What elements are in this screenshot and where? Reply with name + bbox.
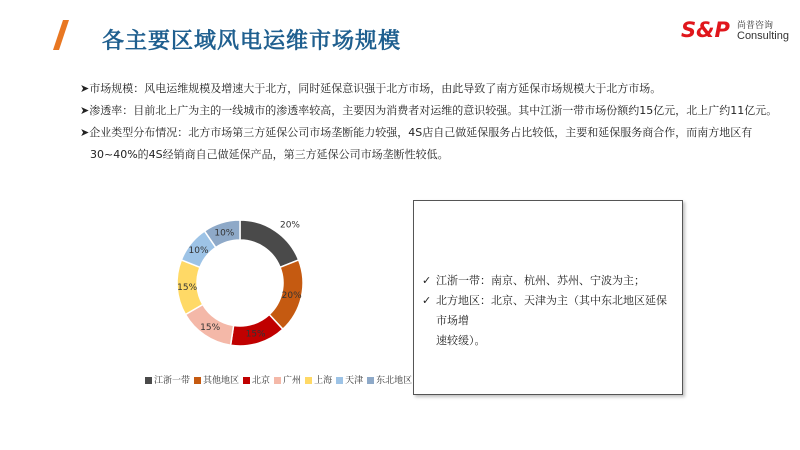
- logo-en: Consulting: [737, 30, 789, 42]
- donut-chart: [140, 205, 413, 400]
- bullet-item: [80, 100, 778, 122]
- bullet-item: [80, 78, 770, 100]
- legend-item: [336, 376, 363, 386]
- bullet-continuation: 30~40%的4S经销商自己做延保产品，第三方延保公司市场垄断性较低。: [90, 148, 449, 161]
- note-item: [422, 271, 677, 291]
- page-title: 各主要区域风电运维市场规模: [102, 29, 402, 54]
- bullet-text: 市场规模：风电运维规模及增速大于北方，同时延保意识强于北方市场，由此导致了南方延保市场规模大于北方市场。: [89, 82, 662, 95]
- legend-item: [243, 376, 270, 386]
- legend-label: 上海: [314, 376, 333, 386]
- bullet-text: 企业类型分布情况：北方市场第三方延保公司市场垄断能力较强，4S店自己做延保服务占比较低，主要和延保服务商合作，而南方地区有: [89, 126, 753, 139]
- logo-brand: S&P: [681, 18, 730, 42]
- note-text: 江浙一带：南京、杭州、苏州、宁波为主；: [436, 274, 645, 287]
- notes-box: [413, 200, 683, 395]
- legend-item: [145, 376, 190, 386]
- bullet-arrow-icon: ➤: [80, 82, 90, 95]
- legend-swatch: [145, 377, 152, 384]
- legend-label: 其他地区: [203, 376, 240, 386]
- legend-item: [194, 376, 239, 386]
- bullet-item: [80, 122, 770, 144]
- accent-slash-icon: [53, 20, 69, 50]
- legend-swatch: [305, 377, 312, 384]
- bullet-arrow-icon: ➤: [80, 126, 90, 139]
- logo: [681, 18, 791, 46]
- donut-data-label-4: 15%: [177, 282, 198, 293]
- donut-data-label-2: 15%: [245, 329, 266, 340]
- donut-data-label-5: 10%: [188, 245, 209, 256]
- legend-label: 北京: [252, 376, 271, 386]
- donut-data-label-1: 20%: [281, 290, 302, 301]
- legend-item: [274, 376, 301, 386]
- legend-label: 江浙一带: [154, 376, 191, 386]
- legend-item: [367, 376, 412, 386]
- legend-item: [305, 376, 332, 386]
- legend-label: 天津: [345, 376, 364, 386]
- donut-data-label-0: 20%: [279, 220, 301, 231]
- donut-chart-svg: [140, 205, 410, 370]
- check-icon: ✓: [422, 274, 432, 287]
- legend-swatch: [336, 377, 343, 384]
- bullet-text: 渗透率：目前北上广为主的一线城市的渗透率较高，主要因为消费者对运维的意识较强。其中江浙一带市场份额约15亿元，北上广约11亿元。: [89, 104, 778, 117]
- legend-swatch: [194, 377, 201, 384]
- note-item: [422, 291, 677, 351]
- logo-cn: 尚普咨询: [737, 21, 774, 31]
- legend-label: 东北地区: [376, 376, 413, 386]
- donut-data-label-3: 15%: [200, 322, 221, 333]
- legend-swatch: [367, 377, 374, 384]
- legend-label: 广州: [283, 376, 302, 386]
- note-text: 速较缓）。: [436, 334, 486, 347]
- donut-data-label-6: 10%: [214, 228, 235, 239]
- legend-swatch: [243, 377, 250, 384]
- chart-legend: [145, 373, 416, 386]
- check-icon: ✓: [422, 294, 432, 307]
- note-text: 北方地区：北京、天津为主（其中东北地区延保市场增: [436, 294, 667, 327]
- bullet-list: [80, 78, 778, 166]
- legend-swatch: [274, 377, 281, 384]
- bullet-arrow-icon: ➤: [80, 104, 90, 117]
